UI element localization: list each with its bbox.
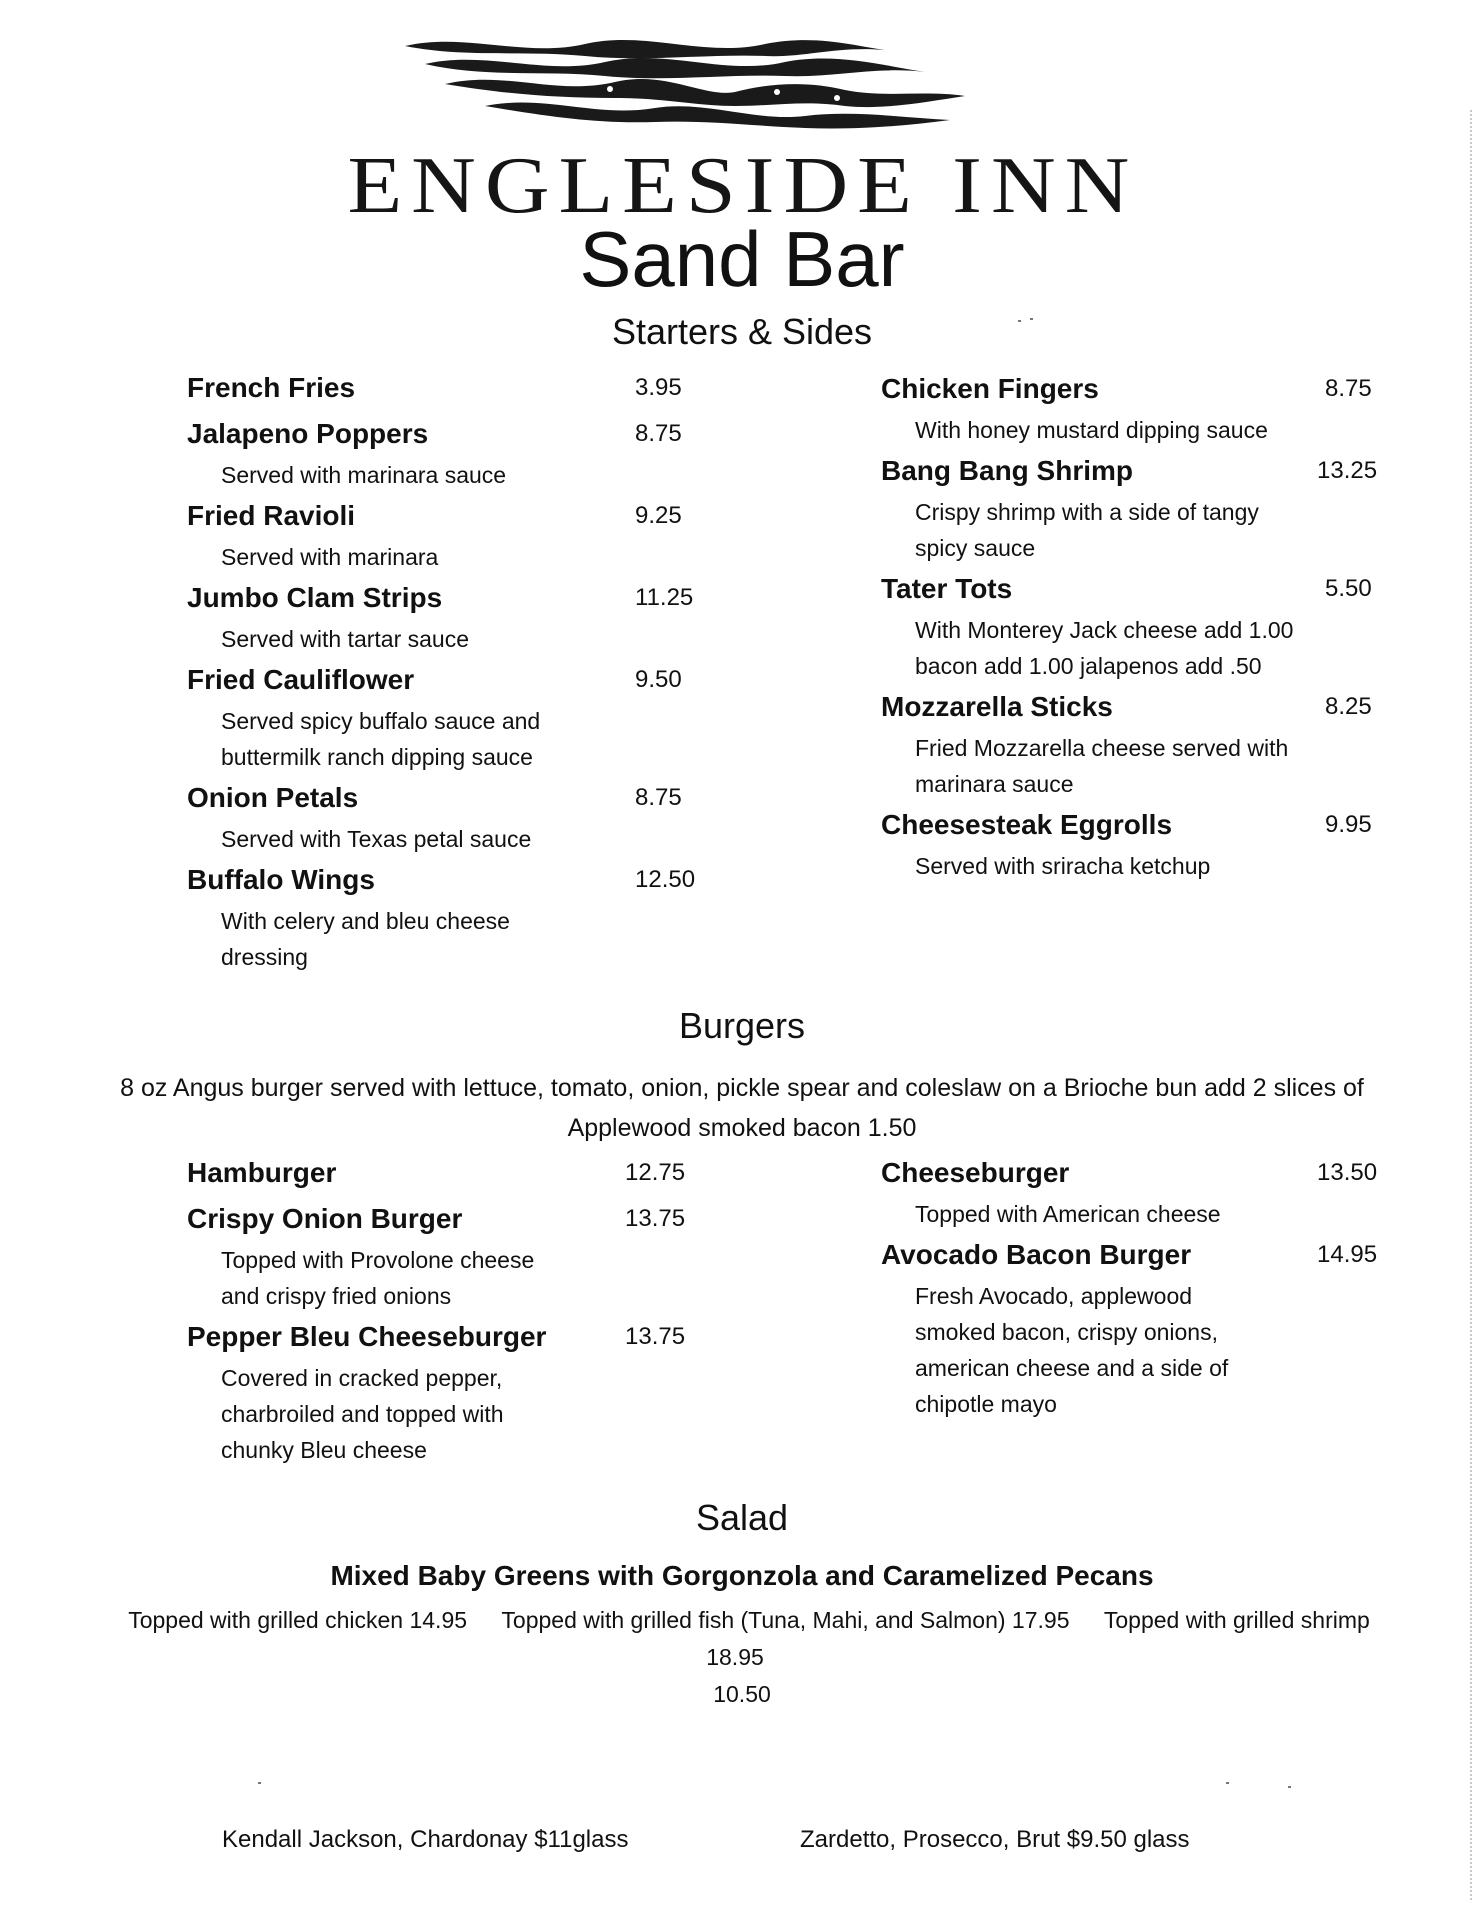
item-description: Served with marinara sauce <box>221 462 507 488</box>
salad-base-price: 10.50 <box>713 1681 771 1707</box>
item-name: Jalapeno Poppers <box>187 418 429 449</box>
item-name: Hamburger <box>187 1157 337 1188</box>
scan-speck <box>258 1782 261 1784</box>
menu-item <box>881 566 1401 684</box>
item-price: 8.75 <box>1325 375 1372 402</box>
item-name: Crispy Onion Burger <box>187 1203 463 1234</box>
item-name: French Fries <box>187 372 356 403</box>
item-price: 3.95 <box>635 374 682 401</box>
item-name: Jumbo Clam Strips <box>187 582 443 613</box>
menu-item <box>881 802 1401 884</box>
salad-title: Salad <box>695 1497 789 1538</box>
item-price: 13.75 <box>625 1323 686 1350</box>
item-description: Topped with American cheese <box>915 1201 1221 1227</box>
item-price: 13.25 <box>1317 457 1378 484</box>
item-price: 8.75 <box>635 784 682 811</box>
item-description: Served with marinara <box>221 544 439 570</box>
menu-item <box>187 411 787 493</box>
item-name: Fried Ravioli <box>187 500 356 531</box>
salad-option: Topped with grilled chicken 14.95 <box>128 1607 468 1633</box>
starters-title: Starters & Sides <box>611 311 873 352</box>
item-name: Cheesesteak Eggrolls <box>881 809 1173 840</box>
salad-name: Mixed Baby Greens with Gorgonzola and Caramelized Pecans <box>330 1560 1154 1591</box>
menu-item <box>187 575 787 657</box>
item-price: 8.75 <box>635 420 682 447</box>
item-price: 12.50 <box>635 866 696 893</box>
menu-item <box>187 1314 787 1468</box>
item-price: 14.95 <box>1317 1241 1378 1268</box>
item-description: With Monterey Jack cheese add 1.00 bacon add 1.00 jalapenos add .50 <box>915 617 1294 679</box>
item-price: 9.50 <box>635 666 682 693</box>
item-name: Mozzarella Sticks <box>881 691 1113 722</box>
salad-option: Topped with grilled shrimp 18.95 <box>706 1607 1370 1670</box>
item-name: Avocado Bacon Burger <box>881 1239 1192 1270</box>
bar-name: Sand Bar <box>579 215 905 303</box>
menu-item <box>881 1232 1401 1422</box>
item-description: Covered in cracked pepper, charbroiled and topped with chunky Bleu cheese <box>221 1365 504 1463</box>
menu-item <box>881 1150 1401 1232</box>
scan-speck <box>1018 320 1021 322</box>
scan-speck <box>1030 318 1033 320</box>
item-description: With celery and bleu cheese dressing <box>221 908 510 970</box>
item-description: Served with sriracha ketchup <box>915 853 1211 879</box>
item-name: Chicken Fingers <box>881 373 1099 404</box>
item-description: With honey mustard dipping sauce <box>915 417 1268 443</box>
item-description: Fried Mozzarella cheese served with marinara sauce <box>915 735 1289 797</box>
menu-item <box>881 684 1401 802</box>
item-description: Served with tartar sauce <box>221 626 470 652</box>
salad-options <box>80 1602 1404 1713</box>
menu-item <box>881 448 1401 566</box>
item-name: Buffalo Wings <box>187 864 375 895</box>
scan-speck <box>1226 1782 1229 1784</box>
menu-item <box>187 657 787 775</box>
item-description: Topped with Provolone cheese and crispy fried onions <box>221 1247 535 1309</box>
menu-item <box>881 366 1401 448</box>
burgers-right-column <box>881 1150 1401 1422</box>
item-name: Bang Bang Shrimp <box>881 455 1134 486</box>
item-name: Onion Petals <box>187 782 359 813</box>
wine-left: Kendall Jackson, Chardonay $11glass <box>222 1826 629 1853</box>
menu-item <box>187 775 787 857</box>
item-description: Fresh Avocado, applewood smoked bacon, crispy onions, american cheese and a side of chipotle mayo <box>915 1283 1229 1417</box>
scan-speck <box>1288 1786 1291 1788</box>
item-price: 5.50 <box>1325 575 1372 602</box>
item-price: 9.25 <box>635 502 682 529</box>
item-name: Cheeseburger <box>881 1157 1070 1188</box>
item-description: Served with Texas petal sauce <box>221 826 532 852</box>
item-price: 13.75 <box>625 1205 686 1232</box>
menu-item <box>187 857 787 975</box>
starters-right-column <box>881 366 1401 884</box>
menu-item <box>187 365 787 411</box>
item-price: 13.50 <box>1317 1159 1378 1186</box>
scan-edge <box>1468 110 1472 1900</box>
item-name: Fried Cauliflower <box>187 664 415 695</box>
item-name: Pepper Bleu Cheeseburger <box>187 1321 547 1352</box>
burgers-left-column <box>187 1150 787 1468</box>
salad-option: Topped with grilled fish (Tuna, Mahi, and Salmon) 17.95 <box>501 1607 1070 1633</box>
item-price: 11.25 <box>635 584 694 611</box>
starters-left-column <box>187 365 787 975</box>
menu-item <box>187 1196 787 1314</box>
burgers-title: Burgers <box>678 1005 806 1046</box>
item-name: Tater Tots <box>881 573 1013 604</box>
item-price: 9.95 <box>1325 811 1372 838</box>
menu-item <box>187 1150 787 1196</box>
item-description: Served spicy buffalo sauce and buttermilk ranch dipping sauce <box>221 708 541 770</box>
menu-item <box>187 493 787 575</box>
item-description: Crispy shrimp with a side of tangy spicy sauce <box>915 499 1259 561</box>
fish-waves-logo-icon <box>405 36 975 131</box>
wine-right: Zardetto, Prosecco, Brut $9.50 glass <box>800 1826 1190 1853</box>
burgers-intro: 8 oz Angus burger served with lettuce, tomato, onion, pickle spear and coleslaw on a Brioche bun add 2 slices of Applewood smoked bacon 1.50 <box>120 1074 1364 1142</box>
item-price: 8.25 <box>1325 693 1372 720</box>
inn-name: ENGLESIDE INN <box>347 142 1139 230</box>
item-price: 12.75 <box>625 1159 686 1186</box>
